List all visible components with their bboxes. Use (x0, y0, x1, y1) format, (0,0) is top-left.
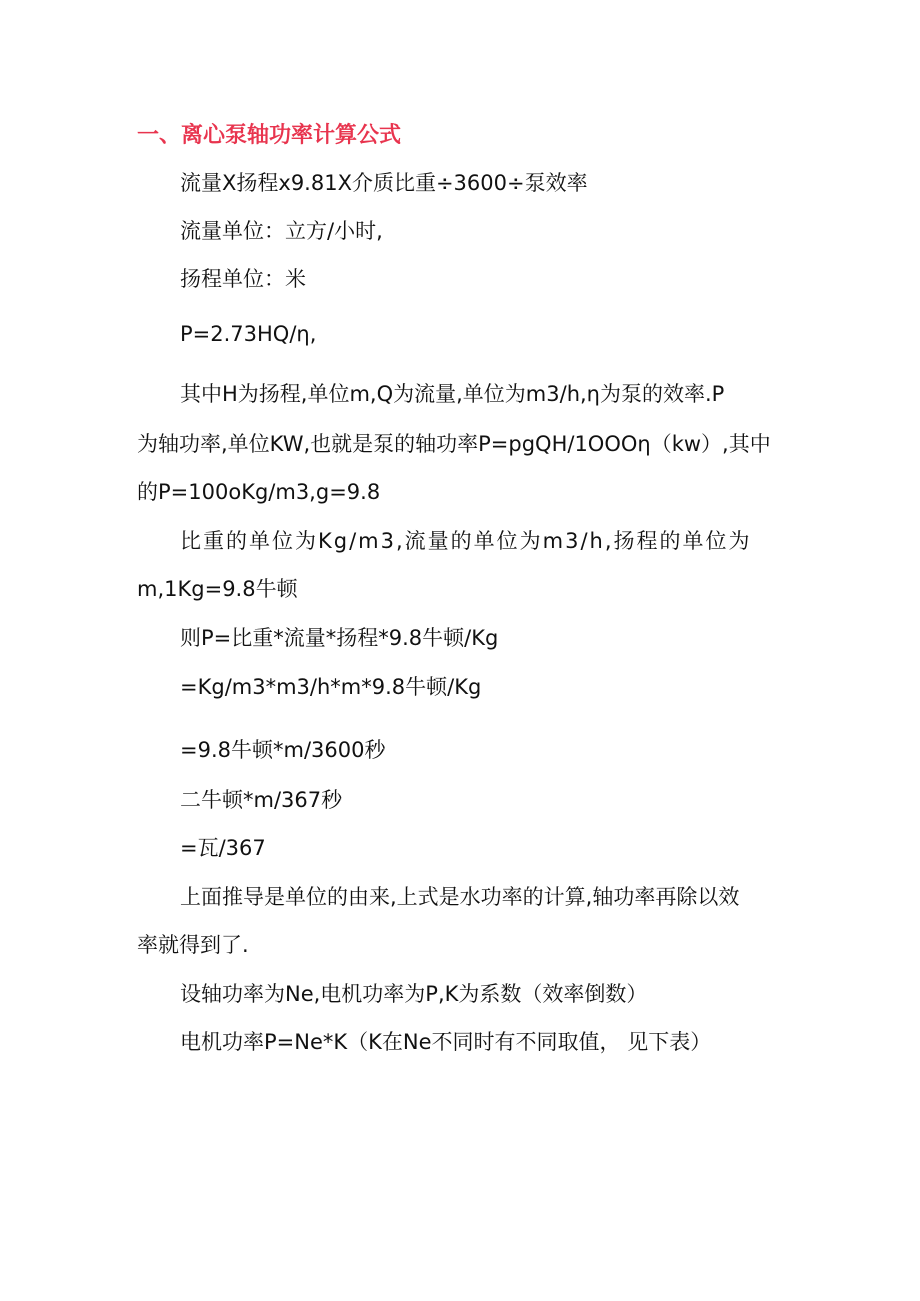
motor-power-line: 电机功率P=Ne*K（K在Ne不同时有不同取值， 见下表） (180, 1030, 712, 1054)
paragraph-3-line-1: 上面推导是单位的由来,上式是水功率的计算,轴功率再除以效 (180, 885, 740, 909)
derivation-line-3: =9.8牛顿*m/3600秒 (180, 738, 386, 762)
head-unit-line: 扬程单位：米 (180, 267, 306, 291)
power-formula-line: P=2.73HQ/η, (180, 322, 317, 346)
paragraph-1-line-1: 其中H为扬程,单位m,Q为流量,单位为m3/h,η为泵的效率.P (180, 382, 725, 406)
derivation-line-1: 则P=比重*流量*扬程*9.8牛顿/Kg (180, 626, 499, 650)
derivation-line-2: =Kg/m3*m3/h*m*9.8牛顿/Kg (180, 675, 482, 699)
section-heading: 一、离心泵轴功率计算公式 (137, 123, 402, 148)
derivation-line-4: 二牛顿*m/367秒 (180, 788, 343, 812)
paragraph-1-line-3: 的P=100oKg/m3,g=9.8 (137, 480, 381, 504)
paragraph-3-line-2: 率就得到了. (137, 933, 249, 957)
paragraph-2-line-1: 比重的单位为Kg/m3,流量的单位为m3/h,扬程的单位为 (180, 529, 752, 553)
paragraph-1-line-2: 为轴功率,单位KW,也就是泵的轴功率P=pgQH/1OOOη（kw）,其中 (137, 432, 771, 456)
motor-definition-line: 设轴功率为Ne,电机功率为P,K为系数（效率倒数） (180, 982, 648, 1006)
formula-line: 流量X扬程x9.81X介质比重÷3600÷泵效率 (180, 171, 588, 195)
paragraph-2-line-2: m,1Kg=9.8牛顿 (137, 577, 298, 601)
derivation-line-5: =瓦/367 (180, 836, 266, 860)
flow-unit-line: 流量单位：立方/小时, (180, 219, 383, 243)
